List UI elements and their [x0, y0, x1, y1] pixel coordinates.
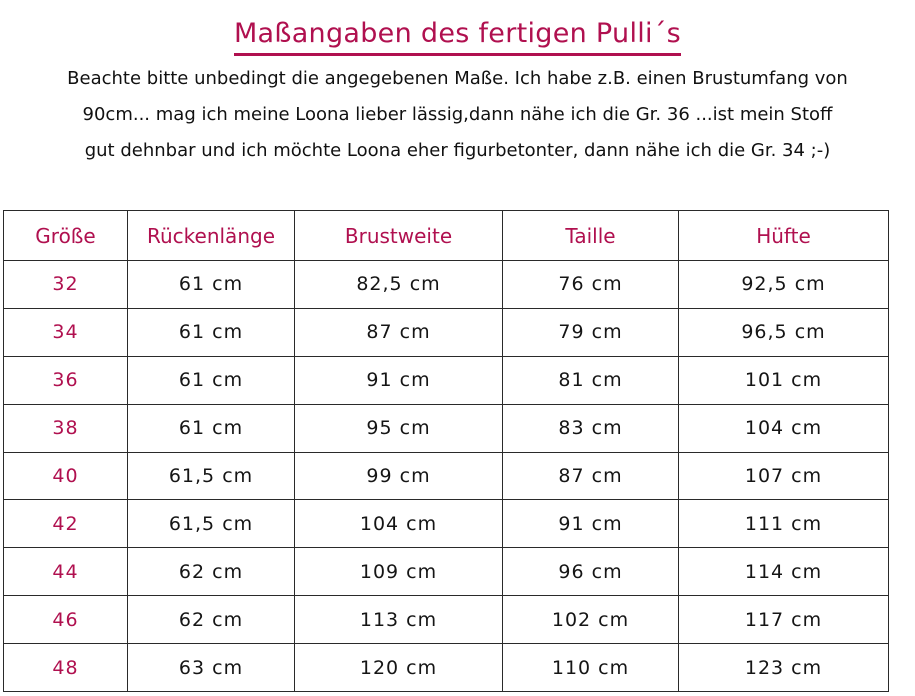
cell-hip: 114 cm [679, 548, 889, 596]
table-row [4, 452, 889, 500]
cell-chest-width: 104 cm [295, 500, 503, 548]
cell-size: 48 [4, 644, 128, 692]
cell-size: 36 [4, 356, 128, 404]
table-row [4, 596, 889, 644]
table-row [4, 644, 889, 692]
cell-waist: 96 cm [503, 548, 679, 596]
cell-back-length: 61,5 cm [128, 452, 295, 500]
header-waist: Taille [503, 211, 679, 261]
cell-waist: 76 cm [503, 261, 679, 309]
cell-chest-width: 120 cm [295, 644, 503, 692]
cell-size: 40 [4, 452, 128, 500]
intro-paragraph [0, 61, 915, 169]
table-row [4, 308, 889, 356]
cell-waist: 81 cm [503, 356, 679, 404]
cell-waist: 102 cm [503, 596, 679, 644]
intro-line: Beachte bitte unbedingt die angegebenen Maße. Ich habe z.B. einen Brustumfang von [67, 68, 848, 89]
cell-waist: 87 cm [503, 452, 679, 500]
cell-waist: 110 cm [503, 644, 679, 692]
cell-size: 38 [4, 404, 128, 452]
cell-back-length: 61 cm [128, 404, 295, 452]
page-title [0, 12, 915, 56]
table-row [4, 548, 889, 596]
cell-hip: 101 cm [679, 356, 889, 404]
cell-chest-width: 82,5 cm [295, 261, 503, 309]
table-header-row [4, 211, 889, 261]
cell-chest-width: 109 cm [295, 548, 503, 596]
header-size: Größe [4, 211, 128, 261]
table-row [4, 356, 889, 404]
header-hip: Hüfte [679, 211, 889, 261]
table-row [4, 500, 889, 548]
cell-chest-width: 91 cm [295, 356, 503, 404]
header-chest-width: Brustweite [295, 211, 503, 261]
cell-back-length: 62 cm [128, 596, 295, 644]
cell-waist: 83 cm [503, 404, 679, 452]
cell-size: 32 [4, 261, 128, 309]
page-title-text: Maßangaben des fertigen Pulli´s [234, 15, 681, 56]
cell-back-length: 61 cm [128, 356, 295, 404]
cell-chest-width: 113 cm [295, 596, 503, 644]
size-table [3, 210, 889, 692]
header-back-length: Rückenlänge [128, 211, 295, 261]
cell-waist: 79 cm [503, 308, 679, 356]
table-row [4, 404, 889, 452]
cell-back-length: 61 cm [128, 308, 295, 356]
cell-chest-width: 99 cm [295, 452, 503, 500]
cell-hip: 111 cm [679, 500, 889, 548]
intro-line: gut dehnbar und ich möchte Loona eher figurbetonter, dann nähe ich die Gr. 34 ;-) [84, 140, 831, 161]
cell-hip: 104 cm [679, 404, 889, 452]
cell-waist: 91 cm [503, 500, 679, 548]
cell-size: 44 [4, 548, 128, 596]
cell-back-length: 61 cm [128, 261, 295, 309]
cell-chest-width: 87 cm [295, 308, 503, 356]
intro-line: 90cm... mag ich meine Loona lieber lässig,dann nähe ich die Gr. 36 ...ist mein Stoff [82, 104, 833, 125]
cell-hip: 92,5 cm [679, 261, 889, 309]
cell-hip: 123 cm [679, 644, 889, 692]
cell-back-length: 62 cm [128, 548, 295, 596]
table-row [4, 261, 889, 309]
cell-size: 34 [4, 308, 128, 356]
cell-hip: 96,5 cm [679, 308, 889, 356]
cell-chest-width: 95 cm [295, 404, 503, 452]
cell-back-length: 61,5 cm [128, 500, 295, 548]
cell-hip: 117 cm [679, 596, 889, 644]
cell-back-length: 63 cm [128, 644, 295, 692]
cell-size: 46 [4, 596, 128, 644]
cell-hip: 107 cm [679, 452, 889, 500]
cell-size: 42 [4, 500, 128, 548]
